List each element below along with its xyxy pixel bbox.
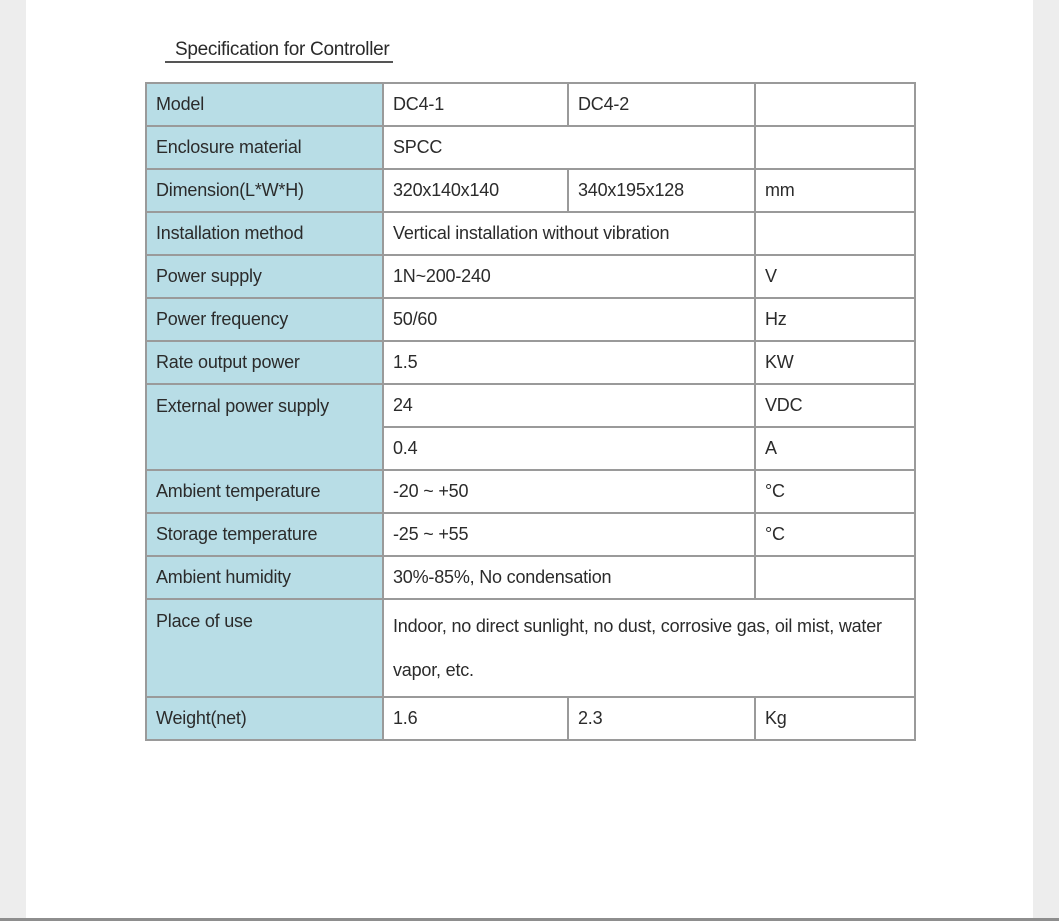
row-label: Ambient temperature [146, 470, 383, 513]
cell-unit: Hz [755, 298, 915, 341]
cell-value: 30%-85%, No condensation [383, 556, 755, 599]
cell-value: 50/60 [383, 298, 755, 341]
row-label: Dimension(L*W*H) [146, 169, 383, 212]
row-label: Place of use [146, 599, 383, 697]
table-row-place-of-use [146, 599, 915, 697]
cell-value: 1.5 [383, 341, 755, 384]
cell-unit: mm [755, 169, 915, 212]
row-label: Power supply [146, 255, 383, 298]
table-row-model [146, 83, 915, 126]
cell-value: -20 ~ +50 [383, 470, 755, 513]
table-row-installation [146, 212, 915, 255]
cell-dc4-1: 320x140x140 [383, 169, 568, 212]
cell-value: 1N~200-240 [383, 255, 755, 298]
table-row-enclosure [146, 126, 915, 169]
cell-unit [755, 212, 915, 255]
table-row-power-frequency [146, 298, 915, 341]
cell-value: 0.4 [383, 427, 755, 470]
row-label: Rate output power [146, 341, 383, 384]
cell-unit: °C [755, 470, 915, 513]
cell-dc4-2: DC4-2 [568, 83, 755, 126]
cell-dc4-1: 1.6 [383, 697, 568, 740]
cell-dc4-2: 2.3 [568, 697, 755, 740]
cell-unit [755, 83, 915, 126]
table-row-storage-temp [146, 513, 915, 556]
table-row-humidity [146, 556, 915, 599]
spec-table [145, 82, 916, 741]
row-label: Enclosure material [146, 126, 383, 169]
table-row-weight [146, 697, 915, 740]
cell-unit: °C [755, 513, 915, 556]
row-label: Power frequency [146, 298, 383, 341]
cell-dc4-1: DC4-1 [383, 83, 568, 126]
table-row-dimension [146, 169, 915, 212]
cell-unit: V [755, 255, 915, 298]
row-label: Storage temperature [146, 513, 383, 556]
row-label: External power supply [146, 384, 383, 470]
cell-unit: VDC [755, 384, 915, 427]
table-row-ambient-temp [146, 470, 915, 513]
row-label: Installation method [146, 212, 383, 255]
row-label: Ambient humidity [146, 556, 383, 599]
cell-value: -25 ~ +55 [383, 513, 755, 556]
cell-dc4-2: 340x195x128 [568, 169, 755, 212]
cell-value: Vertical installation without vibration [383, 212, 755, 255]
table-row-power-supply [146, 255, 915, 298]
row-label: Weight(net) [146, 697, 383, 740]
cell-unit [755, 556, 915, 599]
cell-value: 24 [383, 384, 755, 427]
cell-unit: KW [755, 341, 915, 384]
cell-unit [755, 126, 915, 169]
table-row-external-power [146, 384, 915, 427]
cell-value: Indoor, no direct sunlight, no dust, corrosive gas, oil mist, water vapor, etc. [383, 599, 915, 697]
cell-unit: Kg [755, 697, 915, 740]
table-row-rate-output [146, 341, 915, 384]
row-label: Model [146, 83, 383, 126]
document-title: Specification for Controller [165, 39, 393, 63]
cell-unit: A [755, 427, 915, 470]
cell-value: SPCC [383, 126, 755, 169]
